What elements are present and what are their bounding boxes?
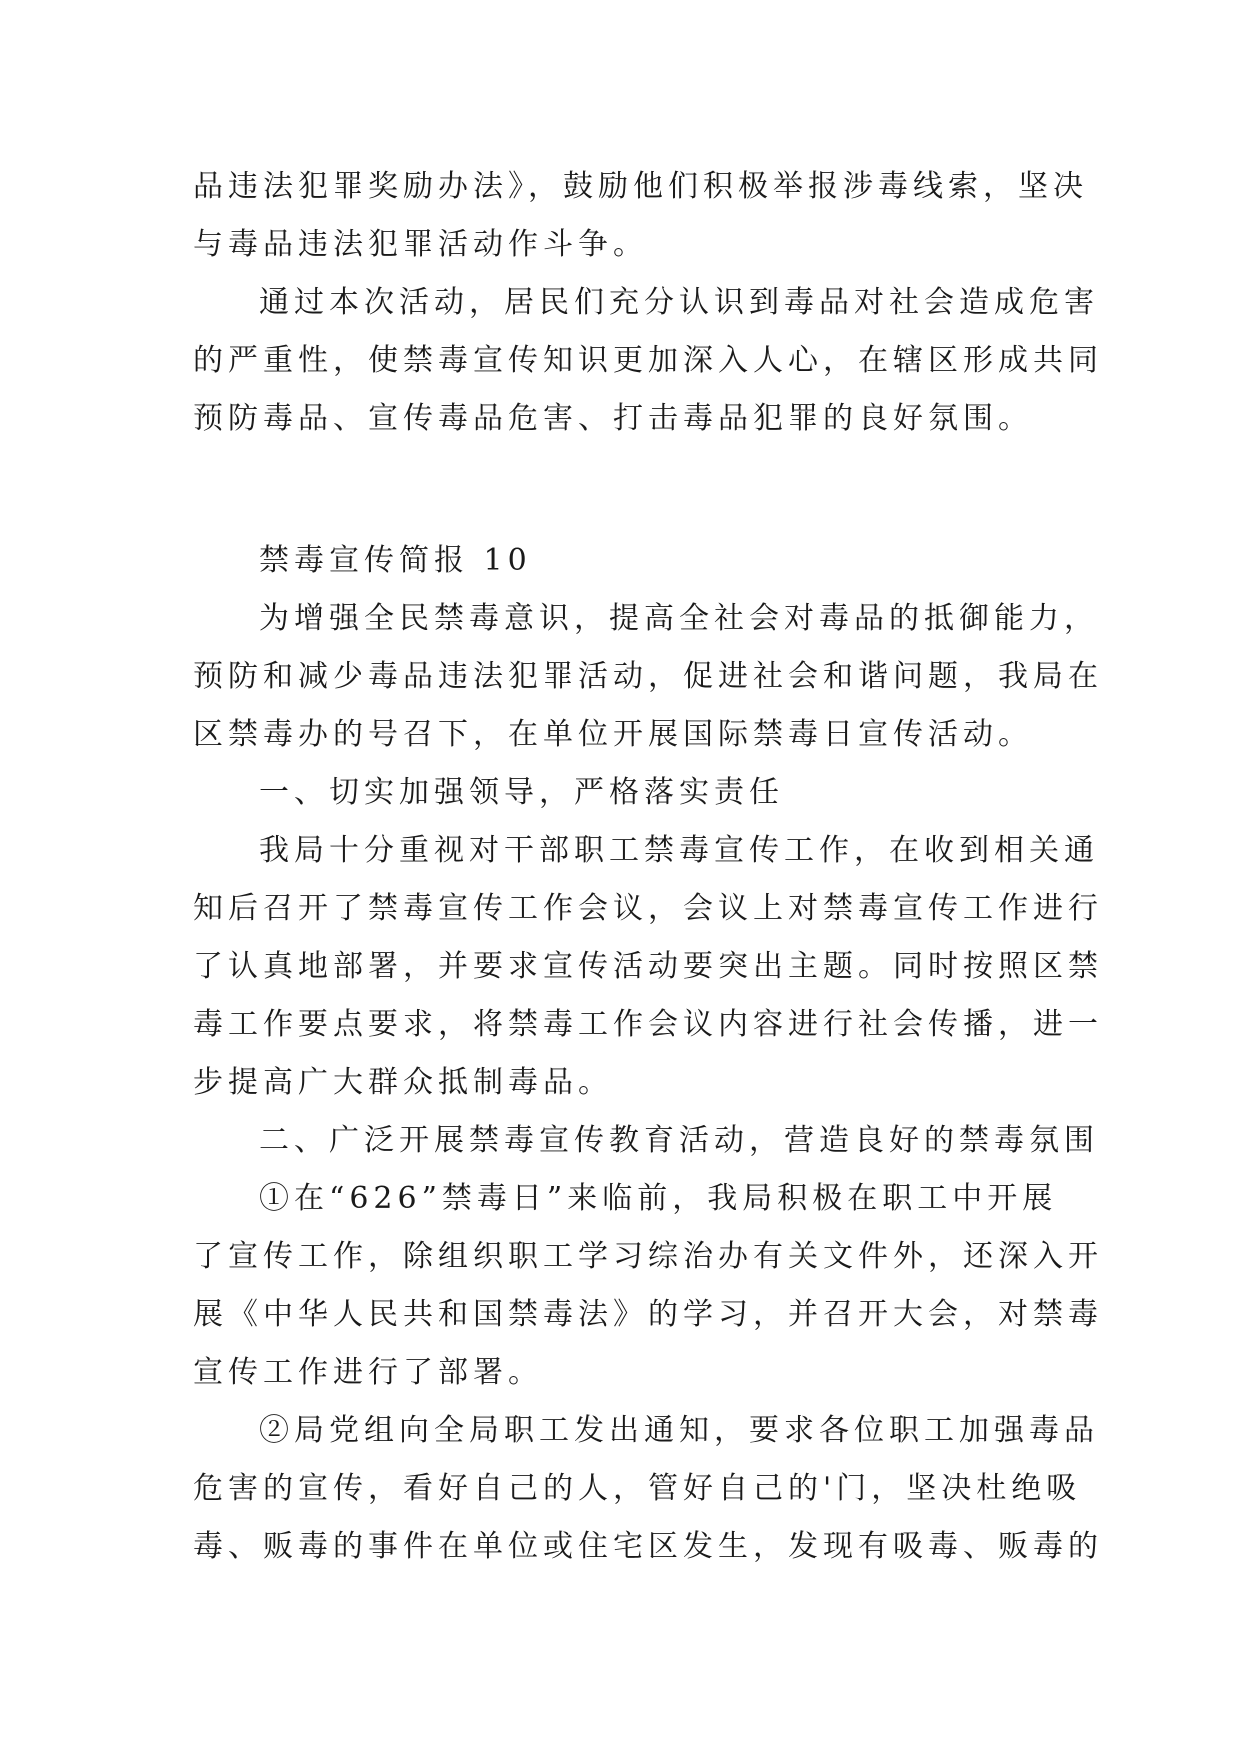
- paragraph-line: 展《中华人民共和国禁毒法》的学习，并召开大会，对禁毒: [193, 1297, 1103, 1332]
- paragraph-line: ②局党组向全局职工发出通知，要求各位职工加强毒品: [259, 1413, 1099, 1448]
- section-heading: 二、广泛开展禁毒宣传教育活动，营造良好的禁毒氛围: [259, 1123, 1099, 1158]
- paragraph-line: 的严重性，使禁毒宣传知识更加深入人心，在辖区形成共同: [193, 343, 1103, 378]
- paragraph-line: 品违法犯罪奖励办法》，鼓励他们积极举报涉毒线索，坚决: [193, 169, 1088, 204]
- paragraph-line: 与毒品违法犯罪活动作斗争。: [193, 227, 648, 262]
- paragraph-line: 预防毒品、宣传毒品危害、打击毒品犯罪的良好氛围。: [193, 401, 1033, 436]
- paragraph-line: 毒、贩毒的事件在单位或住宅区发生，发现有吸毒、贩毒的: [193, 1529, 1103, 1564]
- section-heading: 一、切实加强领导，严格落实责任: [259, 775, 784, 810]
- paragraph-line: 毒工作要点要求，将禁毒工作会议内容进行社会传播，进一: [193, 1007, 1103, 1042]
- document-page: [193, 158, 1103, 1576]
- paragraph-line: 通过本次活动，居民们充分认识到毒品对社会造成危害: [259, 285, 1099, 320]
- section-title: 禁毒宣传简报 10: [259, 543, 532, 578]
- paragraph-line: 预防和减少毒品违法犯罪活动，促进社会和谐问题，我局在: [193, 659, 1103, 694]
- paragraph-line: 了认真地部署，并要求宣传活动要突出主题。同时按照区禁: [193, 949, 1103, 984]
- paragraph-line: 知后召开了禁毒宣传工作会议，会议上对禁毒宣传工作进行: [193, 891, 1103, 926]
- paragraph-line: 了宣传工作，除组织职工学习综治办有关文件外，还深入开: [193, 1239, 1103, 1274]
- paragraph-line: 区禁毒办的号召下，在单位开展国际禁毒日宣传活动。: [193, 717, 1033, 752]
- paragraph-line: ①在“626”禁毒日”来临前，我局积极在职工中开展: [259, 1181, 1058, 1216]
- paragraph-line: 我局十分重视对干部职工禁毒宣传工作，在收到相关通: [259, 833, 1099, 868]
- paragraph-line: 为增强全民禁毒意识，提高全社会对毒品的抵御能力，: [259, 601, 1099, 636]
- paragraph-line: 危害的宣传，看好自己的人，管好自己的'门，坚决杜绝吸: [193, 1471, 1082, 1506]
- paragraph-line: 宣传工作进行了部署。: [193, 1355, 543, 1390]
- paragraph-line: 步提高广大群众抵制毒品。: [193, 1065, 613, 1100]
